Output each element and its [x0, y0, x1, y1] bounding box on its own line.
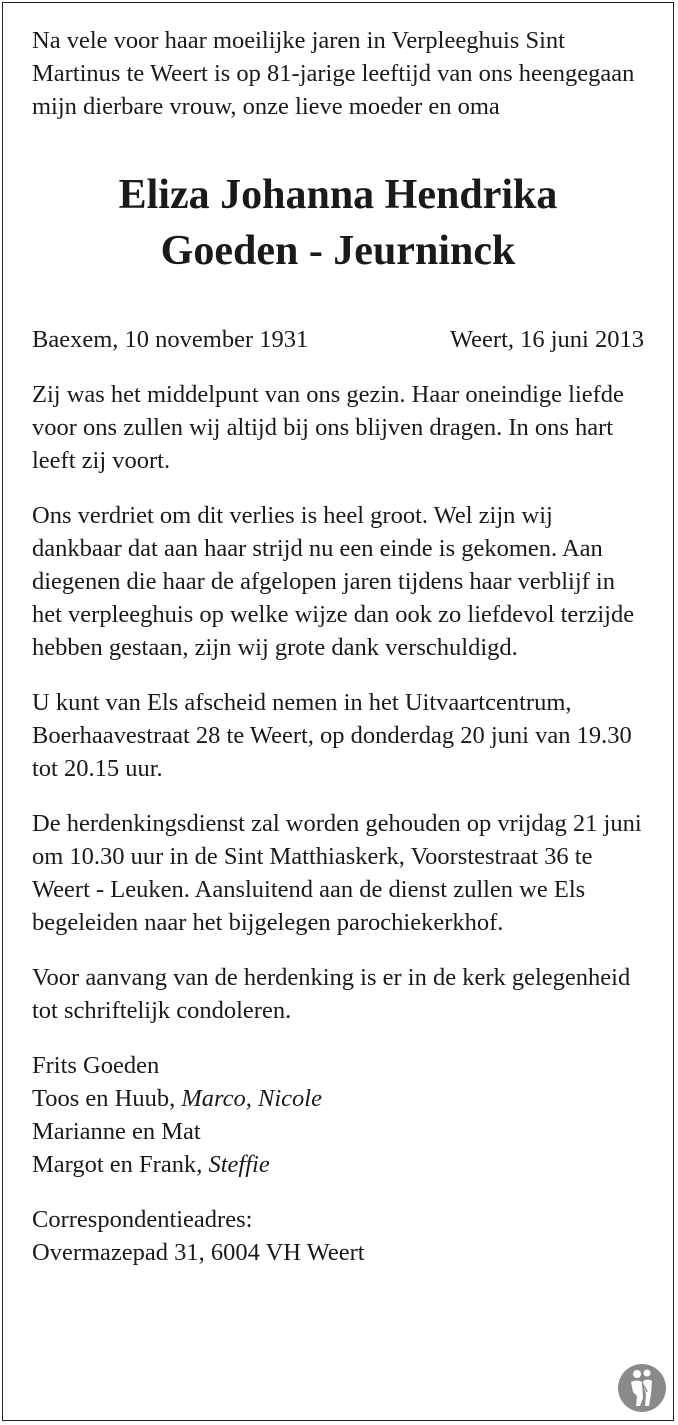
family-line-4-names: Margot en Frank, — [32, 1151, 209, 1178]
deceased-name — [32, 167, 644, 279]
obituary-notice — [32, 24, 644, 1269]
intro-text: Na vele voor haar moeilijke jaren in Verpleeghuis Sint Martinus te Weert is op 81-jarige leeftijd van ons heengegaan mijn dierbare vrouw, onze lieve moeder en oma — [32, 27, 635, 120]
paragraph-4: De herdenkingsdienst zal worden gehouden op vrijdag 21 juni om 10.30 uur in de Sint Matthiaskerk, Voorstestraat 36 te Weert - Leuken. Aansluitend aan de dienst zullen we Els begeleiden naar het bijgelegen parochiekerkhof. — [32, 810, 642, 936]
life-dates — [32, 323, 644, 356]
family-line-2 — [32, 1082, 644, 1115]
paragraph-3: U kunt van Els afscheid nemen in het Uitvaartcentrum, Boerhaavestraat 28 te Weert, op donderdag 20 juni van 19.30 tot 20.15 uur. — [32, 689, 632, 782]
paragraph-2: Ons verdriet om dit verlies is heel groot. Wel zijn wij dankbaar dat aan haar strijd nu een einde is gekomen. Aan diegenen die haar de afgelopen jaren tijdens haar verblijf in het verpleeghuis op welke wijze dan ook zo liefdevol terzijde hebben gestaan, zijn wij grote dank verschuldigd. — [32, 502, 635, 661]
correspondence-address — [32, 1203, 644, 1269]
family-line-3: Marianne en Mat — [32, 1118, 201, 1145]
memorial-logo-icon — [616, 1362, 668, 1414]
address-value: Overmazepad 31, 6004 VH Weert — [32, 1239, 365, 1266]
birth-date: Baexem, 10 november 1931 — [32, 326, 309, 353]
family-line-4-grandchildren: Steffie — [208, 1151, 270, 1178]
paragraph-1: Zij was het middelpunt van ons gezin. Haar oneindige liefde voor ons zullen wij altijd bij ons blijven dragen. In ons hart leeft zij voort. — [32, 381, 624, 474]
death-date: Weert, 16 juni 2013 — [450, 326, 644, 353]
address-label: Correspondentieadres: — [32, 1206, 253, 1233]
name-line-2: Goeden - Jeurninck — [160, 228, 516, 274]
family-line-4 — [32, 1148, 644, 1181]
family-list — [32, 1049, 644, 1181]
name-line-1: Eliza Johanna Hendrika — [118, 172, 558, 218]
family-line-1: Frits Goeden — [32, 1052, 160, 1079]
family-line-2-grandchildren: Marco, Nicole — [181, 1085, 322, 1112]
paragraph-5: Voor aanvang van de herdenking is er in de kerk gelegenheid tot schriftelijk condoleren. — [32, 964, 631, 1024]
family-line-2-names: Toos en Huub, — [32, 1085, 182, 1112]
